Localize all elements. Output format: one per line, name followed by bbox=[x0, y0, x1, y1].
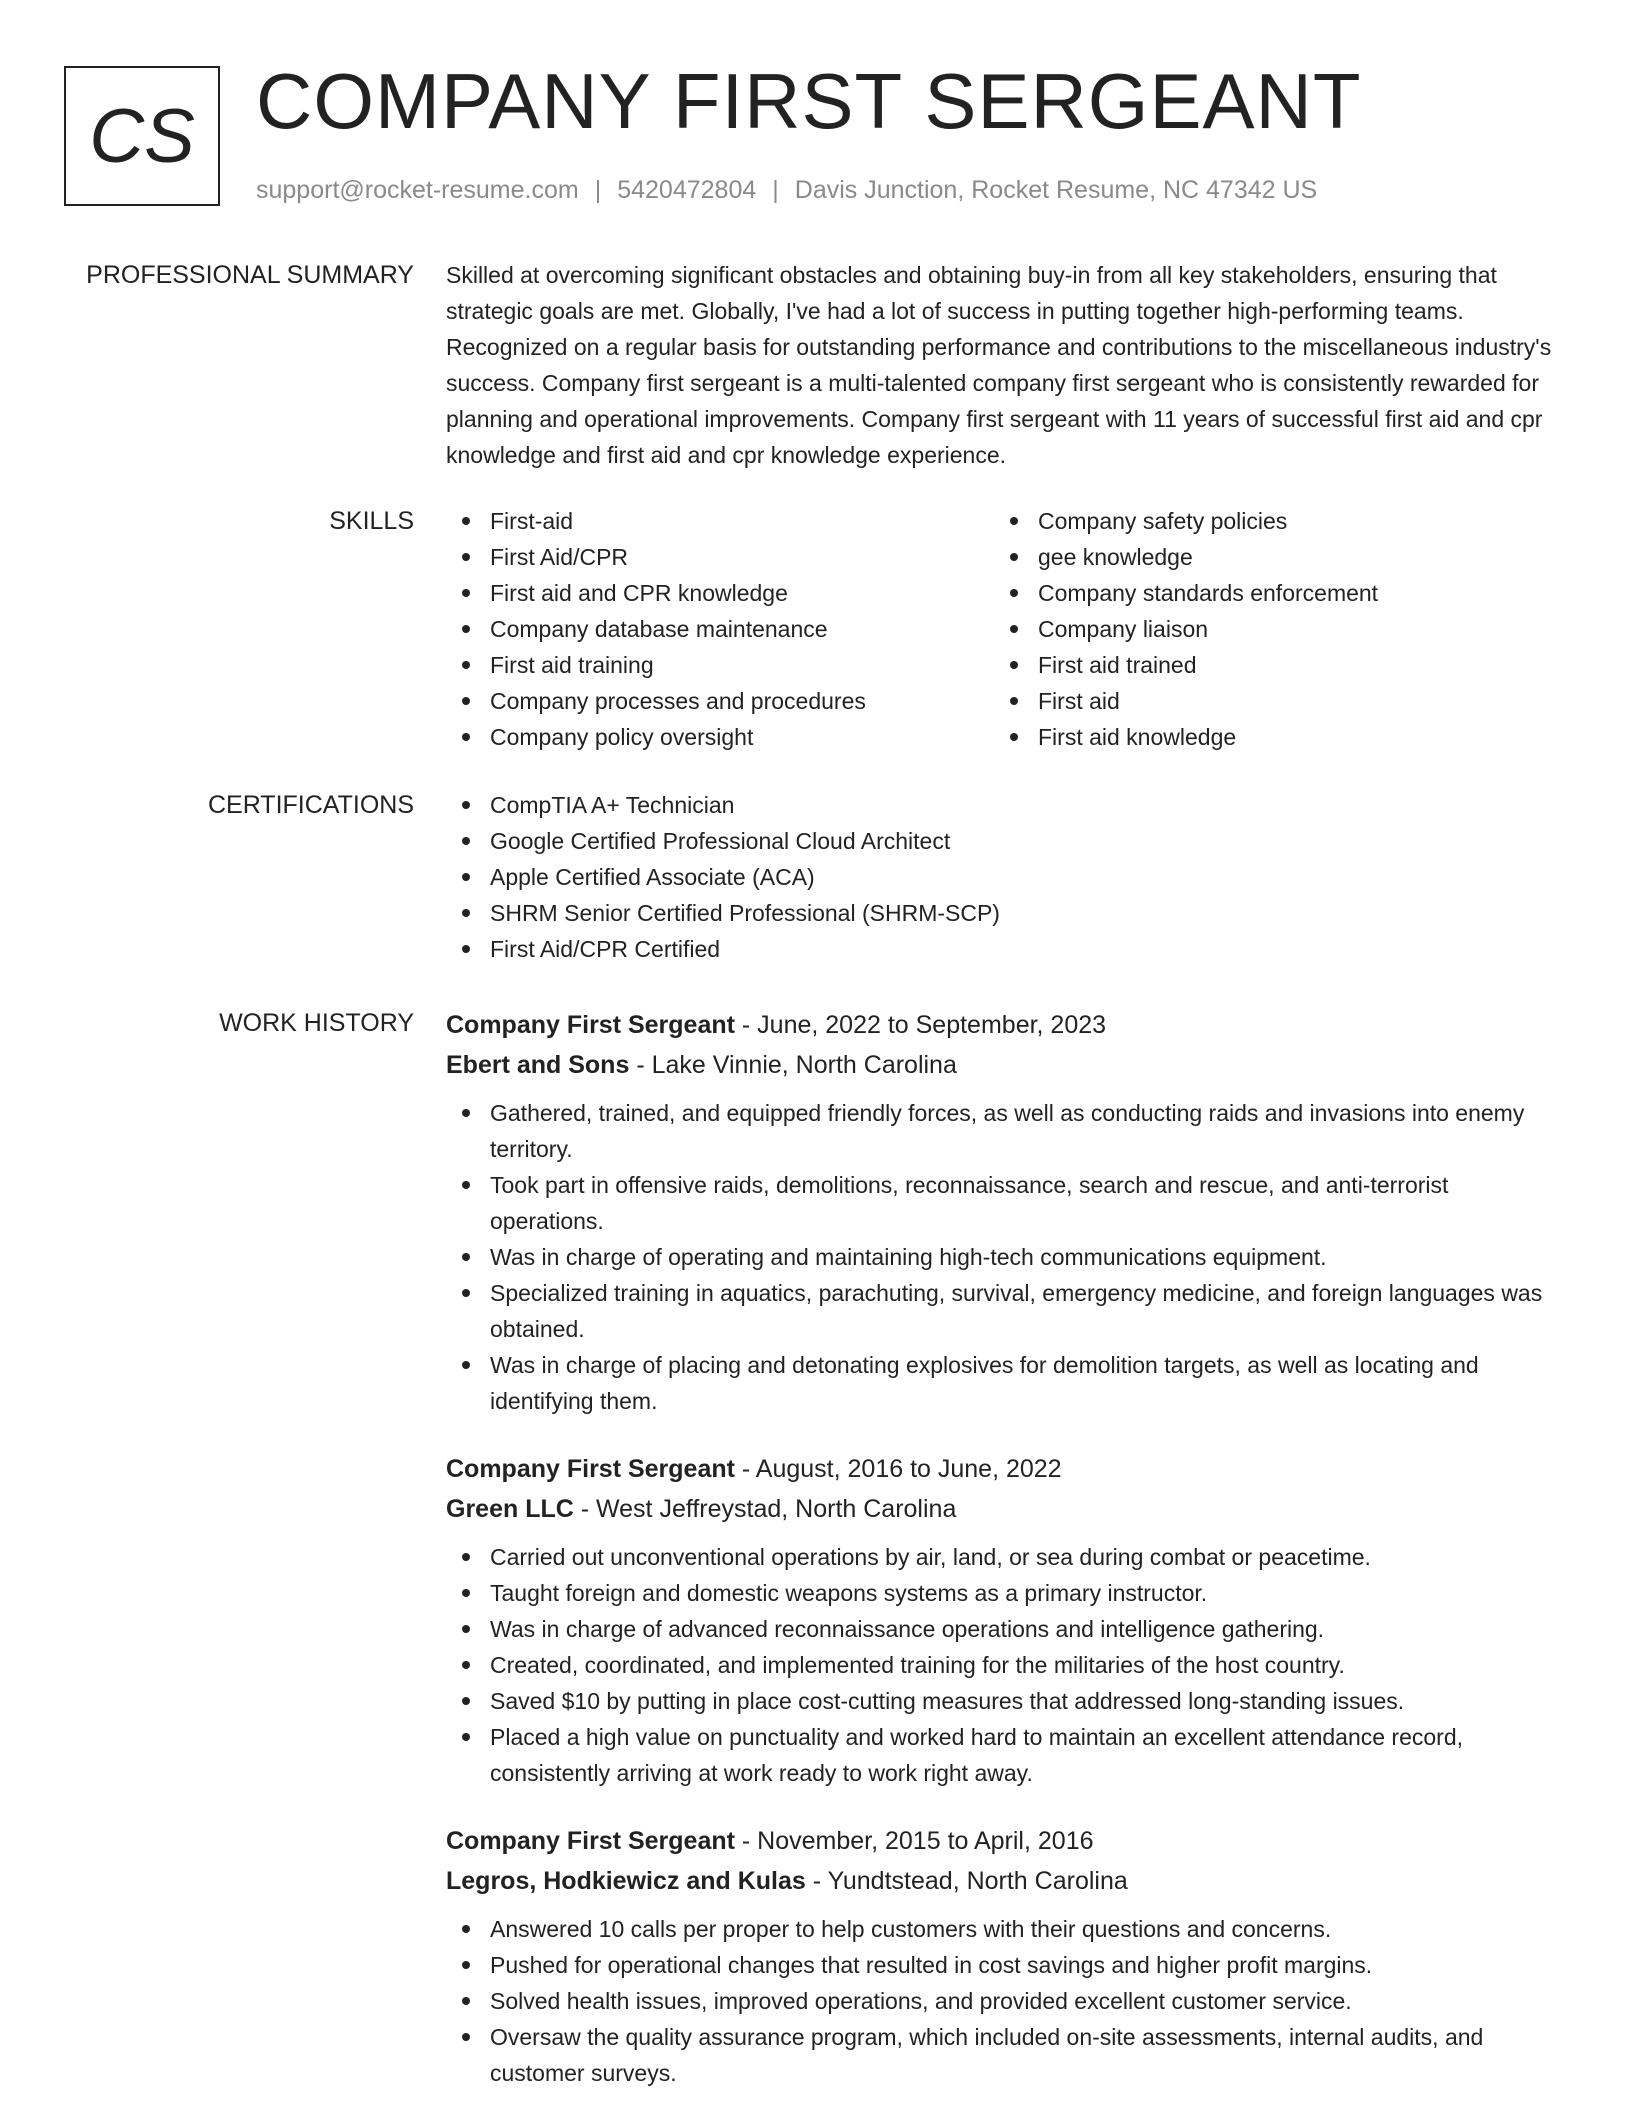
job-location: - Lake Vinnie, North Carolina bbox=[629, 1051, 957, 1079]
job-location: - West Jeffreystad, North Carolina bbox=[573, 1495, 957, 1523]
monogram-initials: CS bbox=[89, 93, 195, 179]
job-bullet: Pushed for operational changes that resulted in cost savings and higher profit margins. bbox=[446, 1947, 1566, 1983]
job-bullet: Was in charge of advanced reconnaissance operations and intelligence gathering. bbox=[446, 1611, 1566, 1647]
job-bullet: Was in charge of operating and maintaining high-tech communications equipment. bbox=[446, 1239, 1566, 1275]
job-bullet: Oversaw the quality assurance program, which included on-site assessments, internal audits, and customer surveys. bbox=[446, 2019, 1566, 2091]
skills-heading: SKILLS bbox=[329, 507, 414, 535]
summary-heading: PROFESSIONAL SUMMARY bbox=[86, 261, 414, 289]
job-bullet: Was in charge of placing and detonating explosives for demolition targets, as well as locating and identifying them. bbox=[446, 1347, 1566, 1419]
job-title: Company First Sergeant bbox=[446, 1827, 735, 1855]
job-bullet: Saved $10 by putting in place cost-cutting measures that addressed long-standing issues. bbox=[446, 1683, 1566, 1719]
job-entry bbox=[446, 1821, 1566, 2091]
contact-phone[interactable]: 5420472804 bbox=[617, 176, 757, 204]
certification-item: CompTIA A+ Technician bbox=[446, 787, 1566, 823]
contact-address: Davis Junction, Rocket Resume, NC 47342 US bbox=[794, 176, 1318, 204]
certification-item: Apple Certified Associate (ACA) bbox=[446, 859, 1566, 895]
skills-list-right bbox=[994, 503, 1542, 755]
skill-item: First aid training bbox=[446, 647, 994, 683]
job-dates: - August, 2016 to June, 2022 bbox=[734, 1455, 1062, 1483]
skill-item: First aid knowledge bbox=[994, 719, 1542, 755]
skill-item: First Aid/CPR bbox=[446, 539, 994, 575]
monogram-badge bbox=[64, 66, 220, 206]
work-history-heading: WORK HISTORY bbox=[219, 1009, 414, 1037]
skill-item: First aid and CPR knowledge bbox=[446, 575, 994, 611]
summary-text: Skilled at overcoming significant obstacles and obtaining buy-in from all key stakeholders, ensuring that strategic goals are met. Globally, I've had a lot of success in putting together high-performing teams. Recognized on a regular basis for outstanding performance and contributions to the miscellaneous industry's success. Company first sergeant is a multi-talented company first sergeant who is consistently rewarded for planning and operational improvements. Company first sergeant with 11 years of successful first aid and cpr knowledge and first aid and cpr knowledge experience. bbox=[446, 262, 1552, 468]
skill-item: Company processes and procedures bbox=[446, 683, 994, 719]
job-dates: - June, 2022 to September, 2023 bbox=[734, 1011, 1107, 1039]
job-company: Green LLC bbox=[446, 1495, 574, 1523]
contact-separator: | bbox=[772, 176, 779, 204]
job-title: Company First Sergeant bbox=[446, 1455, 735, 1483]
certifications-body bbox=[446, 787, 1566, 967]
contact-separator: | bbox=[594, 176, 602, 204]
skill-item: Company safety policies bbox=[994, 503, 1542, 539]
job-bullet: Created, coordinated, and implemented training for the militaries of the host country. bbox=[446, 1647, 1566, 1683]
job-entry bbox=[446, 1005, 1566, 1419]
skills-list-left bbox=[446, 503, 994, 755]
job-title-line bbox=[446, 1821, 1566, 1861]
job-company-line bbox=[446, 1489, 1566, 1529]
job-bullet: Placed a high value on punctuality and worked hard to maintain an excellent attendance record, consistently arriving at work ready to work right away. bbox=[446, 1719, 1566, 1791]
job-bullet: Gathered, trained, and equipped friendly forces, as well as conducting raids and invasions into enemy territory. bbox=[446, 1095, 1566, 1167]
job-title: Company First Sergeant bbox=[446, 1011, 735, 1039]
job-dates: - November, 2015 to April, 2016 bbox=[734, 1827, 1094, 1855]
skills-columns bbox=[446, 503, 1566, 755]
contact-email[interactable]: support@rocket-resume.com bbox=[256, 176, 579, 204]
job-bullet: Specialized training in aquatics, parachuting, survival, emergency medicine, and foreign languages was obtained. bbox=[446, 1275, 1566, 1347]
work-history-body bbox=[446, 1005, 1566, 2121]
job-location: - Yundtstead, North Carolina bbox=[805, 1867, 1128, 1895]
skill-item: Company database maintenance bbox=[446, 611, 994, 647]
certification-item: Google Certified Professional Cloud Architect bbox=[446, 823, 1566, 859]
job-bullet: Taught foreign and domestic weapons systems as a primary instructor. bbox=[446, 1575, 1566, 1611]
contact-line bbox=[256, 174, 1317, 206]
certification-item: SHRM Senior Certified Professional (SHRM-SCP) bbox=[446, 895, 1566, 931]
job-company-line bbox=[446, 1045, 1566, 1085]
job-title-line bbox=[446, 1005, 1566, 1045]
certifications-list bbox=[446, 787, 1566, 967]
skill-item: First aid trained bbox=[994, 647, 1542, 683]
skill-item: Company liaison bbox=[994, 611, 1542, 647]
certification-item: First Aid/CPR Certified bbox=[446, 931, 1566, 967]
job-bullet: Solved health issues, improved operations, and provided excellent customer service. bbox=[446, 1983, 1566, 2019]
job-entry bbox=[446, 1449, 1566, 1791]
job-company: Ebert and Sons bbox=[446, 1051, 630, 1079]
job-bullet: Carried out unconventional operations by air, land, or sea during combat or peacetime. bbox=[446, 1539, 1566, 1575]
job-bullets bbox=[446, 1539, 1566, 1791]
job-bullet: Took part in offensive raids, demolitions, reconnaissance, search and rescue, and anti-terrorist operations. bbox=[446, 1167, 1566, 1239]
certifications-heading: CERTIFICATIONS bbox=[207, 791, 414, 819]
skill-item: First-aid bbox=[446, 503, 994, 539]
job-bullet: Answered 10 calls per proper to help customers with their questions and concerns. bbox=[446, 1911, 1566, 1947]
skill-item: Company policy oversight bbox=[446, 719, 994, 755]
skill-item: gee knowledge bbox=[994, 539, 1542, 575]
job-title-line bbox=[446, 1449, 1566, 1489]
job-company-line bbox=[446, 1861, 1566, 1901]
job-company: Legros, Hodkiewicz and Kulas bbox=[446, 1867, 806, 1895]
skill-item: First aid bbox=[994, 683, 1542, 719]
job-bullets bbox=[446, 1911, 1566, 2091]
job-bullets bbox=[446, 1095, 1566, 1419]
skill-item: Company standards enforcement bbox=[994, 575, 1542, 611]
candidate-name: COMPANY FIRST SERGEANT bbox=[256, 57, 1362, 145]
